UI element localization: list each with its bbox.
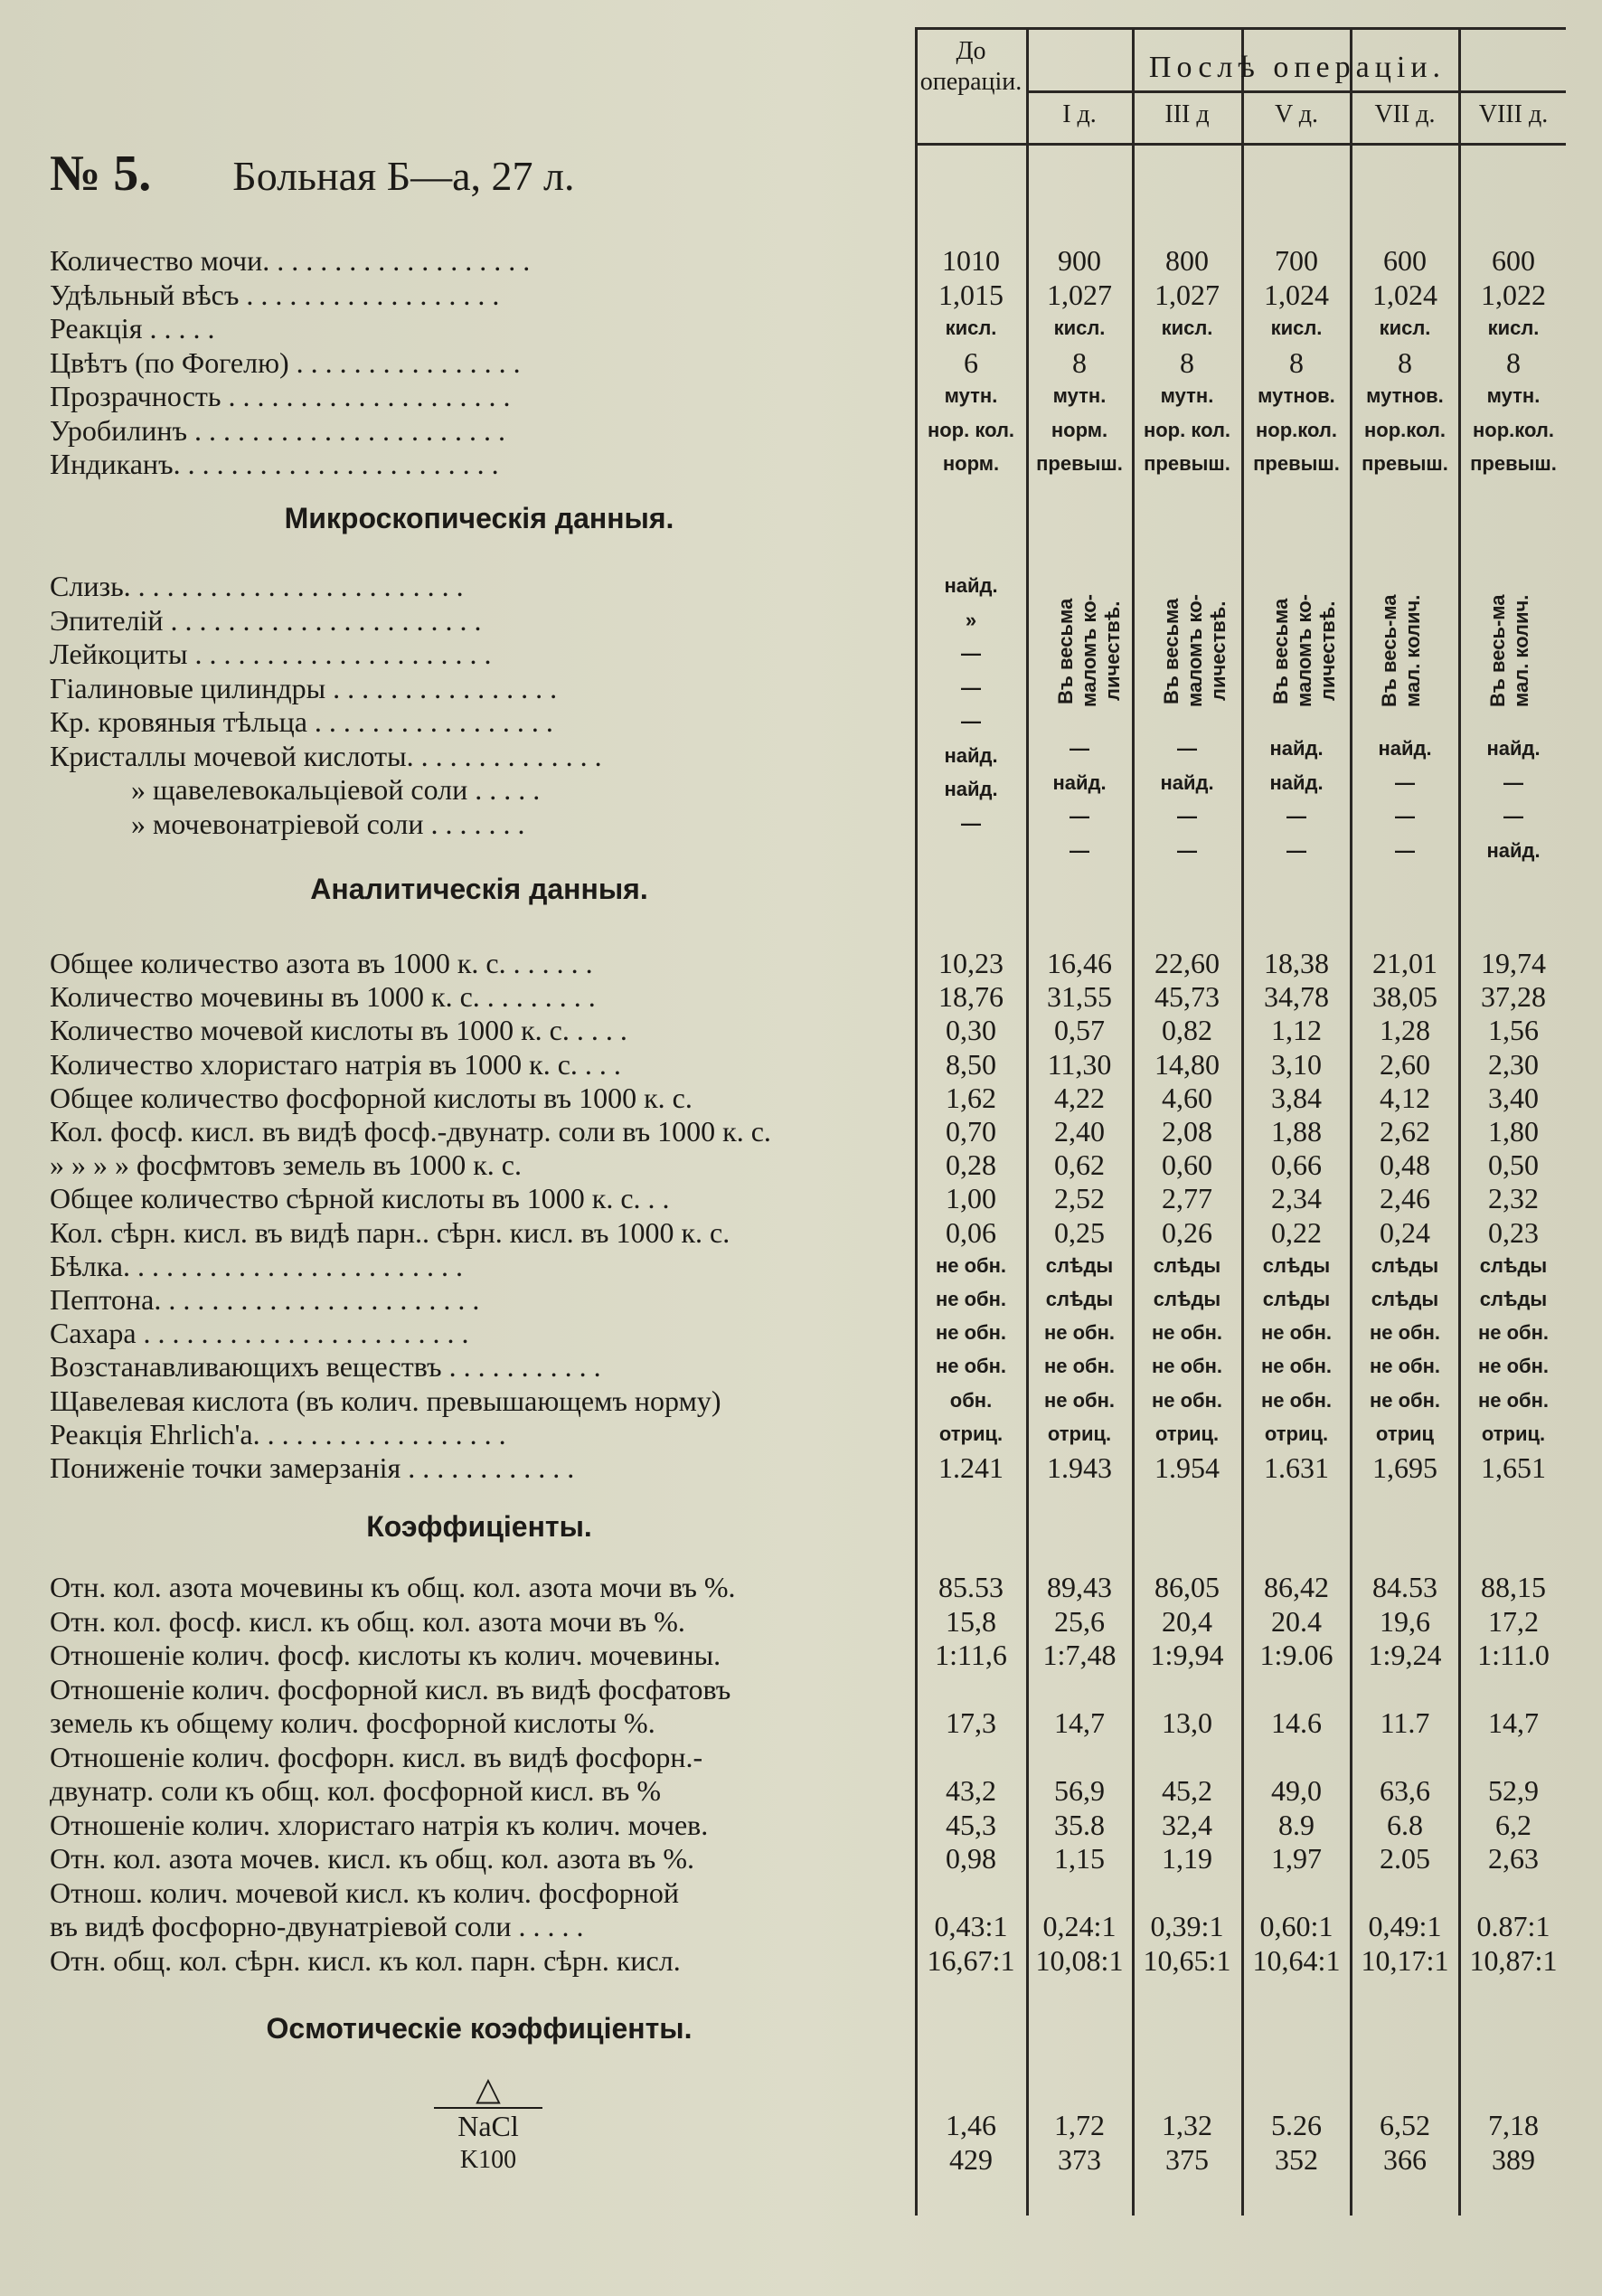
table-cell: 1:9,94 [1150,1639,1224,1671]
row-label: Лейкоциты . . . . . . . . . . . . . . . . . . . . . [50,638,492,670]
table-cell: 0,57 [1054,1014,1105,1047]
table-cell: 18,76 [938,980,1004,1014]
table-cell: нор. кол. [1143,418,1231,441]
table-cell: 15,8 [946,1604,996,1638]
table-cell: — [1177,737,1197,760]
column-header-day: III д [1164,100,1210,128]
patient-label: Больная Б—а, 27 л. [232,153,575,199]
table-cell: 11,30 [1047,1047,1112,1081]
table-cell: 366 [1383,2143,1427,2176]
table-cell: не обн. [935,1355,1007,1378]
table-cell: 0,06 [946,1215,996,1249]
table-cell: 4,12 [1380,1081,1430,1114]
row-label: Кол. фосф. кисл. въ видѣ фосф.-двунатр. соли въ 1000 к. с. [50,1115,771,1148]
row-label: Отн. кол. фосф. кисл. къ общ. кол. азота мочи въ %. [50,1604,685,1638]
row-label: Сахара . . . . . . . . . . . . . . . . . . . . . . . [50,1317,469,1350]
table-cell: не обн. [935,1321,1007,1345]
table-cell: не обн. [1477,1321,1550,1345]
table-cell: не обн. [1477,1388,1550,1412]
table-cell: — [1070,805,1089,827]
vertical-note: Въ весьма маломъ ко-личествѣ. [1269,594,1339,708]
table-cell: 1:9,24 [1368,1639,1442,1671]
table-cell: 1:9.06 [1259,1639,1333,1671]
table-cell: не обн. [1369,1321,1441,1345]
table-cell: найд. [1052,770,1107,794]
table-cell: 1,00 [946,1182,996,1215]
table-cell: 2,30 [1488,1047,1539,1081]
table-cell: 429 [949,2143,993,2176]
table-cell: 900 [1058,244,1101,277]
table-cell: 11.7 [1380,1706,1430,1739]
row-label: Слизь. . . . . . . . . . . . . . . . . . . . . . . . [50,570,464,602]
table-cell: отриц. [1481,1422,1546,1445]
row-label: Отн. общ. кол. сѣрн. кисл. къ кол. парн. сѣрн. кисл. [50,1943,681,1977]
table-cell: 1,651 [1481,1451,1546,1484]
table-cell: слѣды [1045,1253,1114,1277]
table-cell: 1,80 [1488,1115,1539,1148]
table-cell: не обн. [1260,1321,1333,1345]
table-cell: 1010 [942,244,1000,277]
table-cell: не обн. [1043,1388,1116,1412]
table-cell: 1,19 [1162,1842,1212,1875]
column-header-day: V д. [1275,100,1318,128]
table-cell: 10,65:1 [1143,1943,1231,1977]
column-header-day: VIII д. [1478,100,1549,128]
table-cell: не обн. [1369,1388,1441,1412]
table-cell: норм. [942,452,1000,475]
table-cell: 1,97 [1271,1842,1322,1875]
table-cell: 1,12 [1271,1014,1322,1047]
row-label: Пептона. . . . . . . . . . . . . . . . . . . . . . . [50,1283,480,1316]
row-label: » щавелевокальціевой соли . . . . . [131,773,541,806]
table-cell: 25,6 [1054,1604,1105,1638]
table-cell: слѣды [1262,1288,1331,1310]
table-cell: мутнов. [1366,384,1444,407]
table-cell: 2,32 [1488,1182,1539,1215]
table-cell: 21,01 [1372,947,1437,979]
table-cell: 49,0 [1271,1774,1322,1807]
k100-label: K100 [459,2146,517,2174]
table-cell: 85.53 [938,1571,1004,1603]
table-cell: — [1286,838,1306,862]
table-cell: обн. [949,1388,993,1412]
table-cell: 8 [1289,345,1304,379]
table-cell: 38,05 [1372,980,1437,1014]
table-cell: 0,24:1 [1042,1910,1117,1942]
table-cell: 2,46 [1380,1182,1430,1215]
table-cell: найд. [1486,838,1541,862]
table-cell: 2,52 [1054,1182,1105,1215]
table-cell: нор.кол. [1256,418,1337,441]
table-cell: мутн. [1486,384,1541,407]
row-label: Отношеніе колич. фосф. кислоты къ колич. мочевины. [50,1639,721,1671]
table-cell: 1,46 [946,2109,996,2141]
table-cell: не обн. [1260,1355,1333,1378]
table-cell: найд. [944,743,998,767]
table-cell: отриц. [1154,1422,1220,1445]
row-label: Уробилинъ . . . . . . . . . . . . . . . . . . . . . . [50,413,506,447]
table-cell: 700 [1275,244,1318,277]
table-cell: 10,08:1 [1035,1943,1124,1977]
table-cell: мутн. [1052,384,1107,407]
table-cell: 1,15 [1054,1842,1105,1875]
table-cell: нор.кол. [1473,418,1554,441]
table-cell: 4,60 [1162,1081,1212,1114]
row-label: Отнош. колич. мочевой кисл. къ колич. фосфорной [50,1876,680,1909]
table-cell: 1,695 [1372,1451,1437,1484]
table-cell: 31,55 [1047,980,1112,1014]
table-cell: 17,3 [946,1706,996,1739]
table-cell: 2,40 [1054,1115,1105,1148]
table-cell: 6,52 [1380,2109,1430,2141]
table-cell: 4,22 [1054,1081,1105,1114]
row-label: Реакція Ehrlich'а. . . . . . . . . . . . . . . . . . [50,1417,506,1450]
row-label: Общее количество азота въ 1000 к. с. . . . . . . [50,947,593,979]
table-cell: 600 [1383,244,1427,277]
section-osmotic: Осмотическіе коэффиціенты. [266,2012,693,2045]
table-cell: 1,88 [1271,1115,1322,1148]
table-cell: не обн. [1260,1388,1333,1412]
table-cell: 6 [964,345,978,379]
table-cell: превыш. [1253,452,1340,475]
table-cell: 45,3 [946,1808,996,1841]
table-cell: 0,82 [1162,1014,1212,1047]
row-label: земель къ общему колич. фосфорной кислоты %. [50,1706,655,1739]
table-cell: — [1070,737,1089,760]
section-coefficients: Коэффиціенты. [366,1510,592,1543]
table-cell: превыш. [1362,452,1448,475]
section-microscopic: Микроскопическія данныя. [284,502,674,534]
row-label: » » » » фосфмтовъ земель въ 1000 к. с. [50,1148,522,1182]
table-cell: 35.8 [1054,1808,1105,1841]
table-cell: найд. [1486,737,1541,760]
row-label: Пониженіе точки замерзанія . . . . . . . . . . . . [50,1451,575,1484]
table-cell: отриц. [938,1422,1004,1445]
row-label: Щавелевая кислота (въ колич. превышающемъ норму) [50,1384,721,1417]
table-cell: 86,05 [1154,1571,1220,1603]
table-cell: 0,49:1 [1368,1910,1442,1942]
table-cell: — [1177,838,1197,862]
table-cell: 3,10 [1271,1047,1322,1081]
table-cell: не обн. [1477,1355,1550,1378]
table-cell: мутн. [944,384,998,407]
table-cell: 16,46 [1047,947,1112,979]
table-cell: найд. [1269,770,1324,794]
table-cell: 8 [1180,345,1194,379]
table-cell: 63,6 [1380,1774,1430,1807]
table-cell: 43,2 [946,1774,996,1807]
table-cell: 0,26 [1162,1215,1212,1249]
table-cell: — [1503,770,1523,794]
table-cell: мутн. [1160,384,1214,407]
column-header-day: I д. [1062,100,1097,128]
table-cell: 13,0 [1162,1706,1212,1739]
row-label: » мочевонатріевой соли . . . . . . . [131,807,525,840]
table-cell: 2,77 [1162,1182,1212,1215]
table-cell: 0,28 [946,1148,996,1182]
table-cell: 800 [1165,244,1209,277]
table-cell: 3,84 [1271,1081,1322,1114]
row-label: Общее количество сѣрной кислоты въ 1000 к. с. . . [50,1182,670,1215]
table-cell: 8 [1506,345,1521,379]
table-cell: найд. [1160,770,1214,794]
row-label: Кр. кровяныя тѣльца . . . . . . . . . . . . . . . . . [50,705,553,738]
table-cell: 0,70 [946,1115,996,1148]
row-label: Бѣлка. . . . . . . . . . . . . . . . . . . . . . . . [50,1249,463,1282]
row-label: Реакція . . . . . [50,312,215,345]
row-label: Общее количество фосфорной кислоты въ 1000 к. с. [50,1081,693,1114]
table-cell: 0,48 [1380,1148,1430,1182]
table-cell: 600 [1492,244,1535,277]
nacl-label: NaCl [434,2107,542,2143]
table-cell: — [961,811,981,835]
table-cell: 8 [1072,345,1087,379]
table-cell: 5.26 [1271,2109,1322,2141]
table-cell: слѣды [1262,1253,1331,1277]
table-cell: 375 [1165,2143,1209,2176]
table-cell: 1.631 [1264,1451,1329,1484]
table-cell: превыш. [1036,452,1123,475]
table-cell: 7,18 [1488,2109,1539,2141]
table-cell: 14,7 [1488,1706,1539,1739]
table-cell: 1,72 [1054,2109,1105,2141]
row-label: Эпителій . . . . . . . . . . . . . . . . . . . . . . [50,603,482,637]
row-label: Возстанавливающихъ веществъ . . . . . . . . . . . [50,1350,601,1384]
table-cell: не обн. [1151,1355,1223,1378]
table-cell: 352 [1275,2143,1318,2176]
table-cell: кисл. [1379,317,1431,339]
table-cell: 22,60 [1154,947,1220,979]
table-cell: — [1503,805,1523,827]
column-header-after: Послѣ операціи. [1148,51,1447,84]
table-cell: — [961,710,981,732]
table-cell: 0,39:1 [1150,1910,1224,1942]
row-label: Количество мочевины въ 1000 к. с. . . . . . . . . [50,980,596,1014]
table-cell: 52,9 [1488,1774,1539,1807]
table-cell: 8 [1398,345,1412,379]
table-cell: найд. [1378,737,1432,760]
table-cell: 8,50 [946,1047,996,1081]
table-cell: 16,67:1 [927,1943,1015,1977]
table-cell: 10,23 [938,947,1004,979]
table-cell: нор.кол. [1364,418,1446,441]
table-cell: 14.6 [1271,1706,1322,1739]
table-cell: 2,63 [1488,1842,1539,1875]
table-cell: 18,38 [1264,947,1329,979]
table-cell: 34,78 [1264,980,1329,1014]
vertical-note: Въ весь-ма мал. колич. [1486,594,1532,708]
table-cell: 88,15 [1481,1571,1546,1603]
table-cell: 1:11.0 [1477,1639,1550,1671]
table-cell: 0,60 [1162,1148,1212,1182]
column-header-day: VII д. [1374,100,1436,128]
table-cell: 10,87:1 [1469,1943,1558,1977]
table-cell: 84.53 [1372,1571,1437,1603]
table-cell: 1,28 [1380,1014,1430,1047]
table-cell: найд. [1269,737,1324,760]
table-cell: 20.4 [1271,1604,1322,1638]
case-heading [50,145,575,203]
table-cell: 3,40 [1488,1081,1539,1114]
row-label: Индиканъ. . . . . . . . . . . . . . . . . . . . . . . [50,448,499,480]
table-cell: 1:7,48 [1042,1639,1117,1671]
table-cell: 2,08 [1162,1115,1212,1148]
table-cell: 1,56 [1488,1014,1539,1047]
table-cell: 0,22 [1271,1215,1322,1249]
table-cell: 0,50 [1488,1148,1539,1182]
table-cell: 1,022 [1481,278,1546,311]
table-cell: кисл. [1053,317,1106,339]
table-cell: 0,25 [1054,1215,1105,1249]
table-cell: не обн. [1043,1355,1116,1378]
table-cell: превыш. [1144,452,1230,475]
table-cell: норм. [1051,418,1108,441]
table-cell: 2.05 [1380,1842,1430,1875]
table-cell: отриц. [1047,1422,1112,1445]
table-cell: 1,027 [1047,278,1112,311]
row-label: Кристаллы мочевой кислоты. . . . . . . . . . . . . . [50,739,602,772]
row-label: Количество мочевой кислоты въ 1000 к. с. . . . . [50,1014,627,1047]
table-cell: » [965,608,977,631]
table-cell: слѣды [1479,1288,1548,1310]
vertical-note: Въ весьма маломъ ко-личествѣ. [1160,594,1230,708]
table-cell: 10,17:1 [1361,1943,1449,1977]
table-cell: отриц [1375,1422,1435,1445]
table-cell: 2,34 [1271,1182,1322,1215]
table-cell: 1.943 [1047,1451,1112,1484]
table-cell: 19,74 [1481,947,1546,979]
row-label: Прозрачность . . . . . . . . . . . . . . . . . . . . [50,380,511,412]
table-cell: 0,60:1 [1259,1910,1333,1942]
row-label: Отношеніе колич. фосфорн. кисл. въ видѣ фосфорн.- [50,1740,703,1773]
table-cell: 19,6 [1380,1604,1430,1638]
table-cell: 10,64:1 [1252,1943,1341,1977]
table-cell: 0,66 [1271,1148,1322,1182]
table-cell: 1.241 [938,1451,1004,1484]
table-cell: 86,42 [1264,1571,1329,1603]
table-cell: не обн. [1151,1321,1223,1345]
table-cell: 1,62 [946,1081,996,1114]
table-cell: — [961,676,981,699]
row-label: Гіалиновые цилиндры . . . . . . . . . . . . . . . . [50,671,558,704]
table-cell: 1:11,6 [935,1639,1007,1671]
table-cell: кисл. [1161,317,1213,339]
row-label: Количество мочи. . . . . . . . . . . . . . . . . . . [50,244,531,277]
table-cell: не обн. [1151,1388,1223,1412]
table-cell: не обн. [935,1288,1007,1310]
table-cell: — [1395,770,1415,794]
table-cell: 89,43 [1047,1571,1112,1603]
table-cell: не обн. [1043,1321,1116,1345]
table-cell: 0,30 [946,1014,996,1047]
row-label: Удѣльный вѣсъ . . . . . . . . . . . . . . . . . . [50,278,500,311]
table-cell: отриц. [1264,1422,1329,1445]
table-cell: слѣды [1045,1288,1114,1310]
table-cell: слѣды [1479,1253,1548,1277]
table-cell: — [1395,805,1415,827]
table-cell: мутнов. [1258,384,1335,407]
delta-symbol: △ [476,2071,501,2107]
table-cell: 1.954 [1154,1451,1220,1484]
row-label: Цвѣтъ (по Фогелю) . . . . . . . . . . . . . . . . [50,345,521,379]
table-cell: 389 [1492,2143,1535,2176]
table-cell: 14,80 [1154,1047,1220,1081]
table-cell: 2,60 [1380,1047,1430,1081]
vertical-note: Въ весь-ма мал. колич. [1378,594,1424,708]
vertical-note: Въ весьма маломъ ко-личествѣ. [1054,594,1124,708]
table-cell: 0,43:1 [934,1910,1008,1942]
table-cell: 0.87:1 [1476,1910,1550,1942]
table-cell: не обн. [935,1253,1007,1277]
table-cell: 0,23 [1488,1215,1539,1249]
table-cell: — [1177,805,1197,827]
section-analytic: Аналитическія данныя. [310,873,648,905]
table-cell: кисл. [1487,317,1540,339]
table-cell: 0,62 [1054,1148,1105,1182]
table-cell: 1,32 [1162,2109,1212,2141]
table-cell: 2,62 [1380,1115,1430,1148]
table-cell: найд. [944,778,998,800]
table-cell: 373 [1058,2143,1101,2176]
row-label: Отн. кол. азота мочевины къ общ. кол. азота мочи въ %. [50,1571,736,1603]
row-label: въ видѣ фосфорно-двунатріевой соли . . . . . [50,1910,584,1942]
table-cell: слѣды [1153,1253,1221,1277]
table-cell: 37,28 [1481,980,1546,1014]
table-cell: слѣды [1153,1288,1221,1310]
table-cell: — [1070,838,1089,862]
table-cell: слѣды [1371,1288,1439,1310]
table-cell: 1,024 [1264,278,1329,311]
column-header-before: До операціи. [919,37,1022,96]
table-cell: кисл. [1270,317,1323,339]
table-cell: 8.9 [1278,1808,1315,1841]
table-cell: — [1286,805,1306,827]
table-cell: превыш. [1470,452,1557,475]
table-cell: 17,2 [1488,1604,1539,1638]
table-cell: 1,024 [1372,278,1437,311]
table-cell: 20,4 [1162,1604,1212,1638]
table-cell: 6,2 [1495,1808,1531,1841]
table-cell: найд. [944,574,998,597]
table-cell: — [1395,838,1415,862]
row-label: двунатр. соли къ общ. кол. фосфорной кисл. въ % [50,1774,661,1807]
row-label: Кол. сѣрн. кисл. въ видѣ парн.. сѣрн. кисл. въ 1000 к. с. [50,1215,730,1249]
table-cell: 14,7 [1054,1706,1105,1739]
table-cell: не обн. [1369,1355,1441,1378]
case-number: № 5. [50,146,152,202]
table-cell: 45,73 [1154,980,1220,1014]
row-label: Отношеніе колич. хлористаго натрія къ колич. мочев. [50,1808,709,1841]
table-cell: кисл. [945,317,997,339]
table-cell: — [961,642,981,665]
row-label: Отн. кол. азота мочев. кисл. къ общ. кол. азота въ %. [50,1842,694,1875]
table-cell: нор. кол. [927,418,1015,441]
table-cell: 56,9 [1054,1774,1105,1807]
table-cell: 45,2 [1162,1774,1212,1807]
table-cell: 0,24 [1380,1215,1430,1249]
table-cell: 1,027 [1154,278,1220,311]
table-cell: 6.8 [1387,1808,1423,1841]
table-cell: слѣды [1371,1253,1439,1277]
table-cell: 1,015 [938,278,1004,311]
table-cell: 0,98 [946,1842,996,1875]
row-label: Количество хлористаго натрія въ 1000 к. с. . . . [50,1047,621,1081]
row-label: Отношеніе колич. фосфорной кисл. въ видѣ фосфатовъ [50,1672,731,1705]
table-cell: 32,4 [1162,1808,1212,1841]
osmotic-formula [434,2071,542,2178]
